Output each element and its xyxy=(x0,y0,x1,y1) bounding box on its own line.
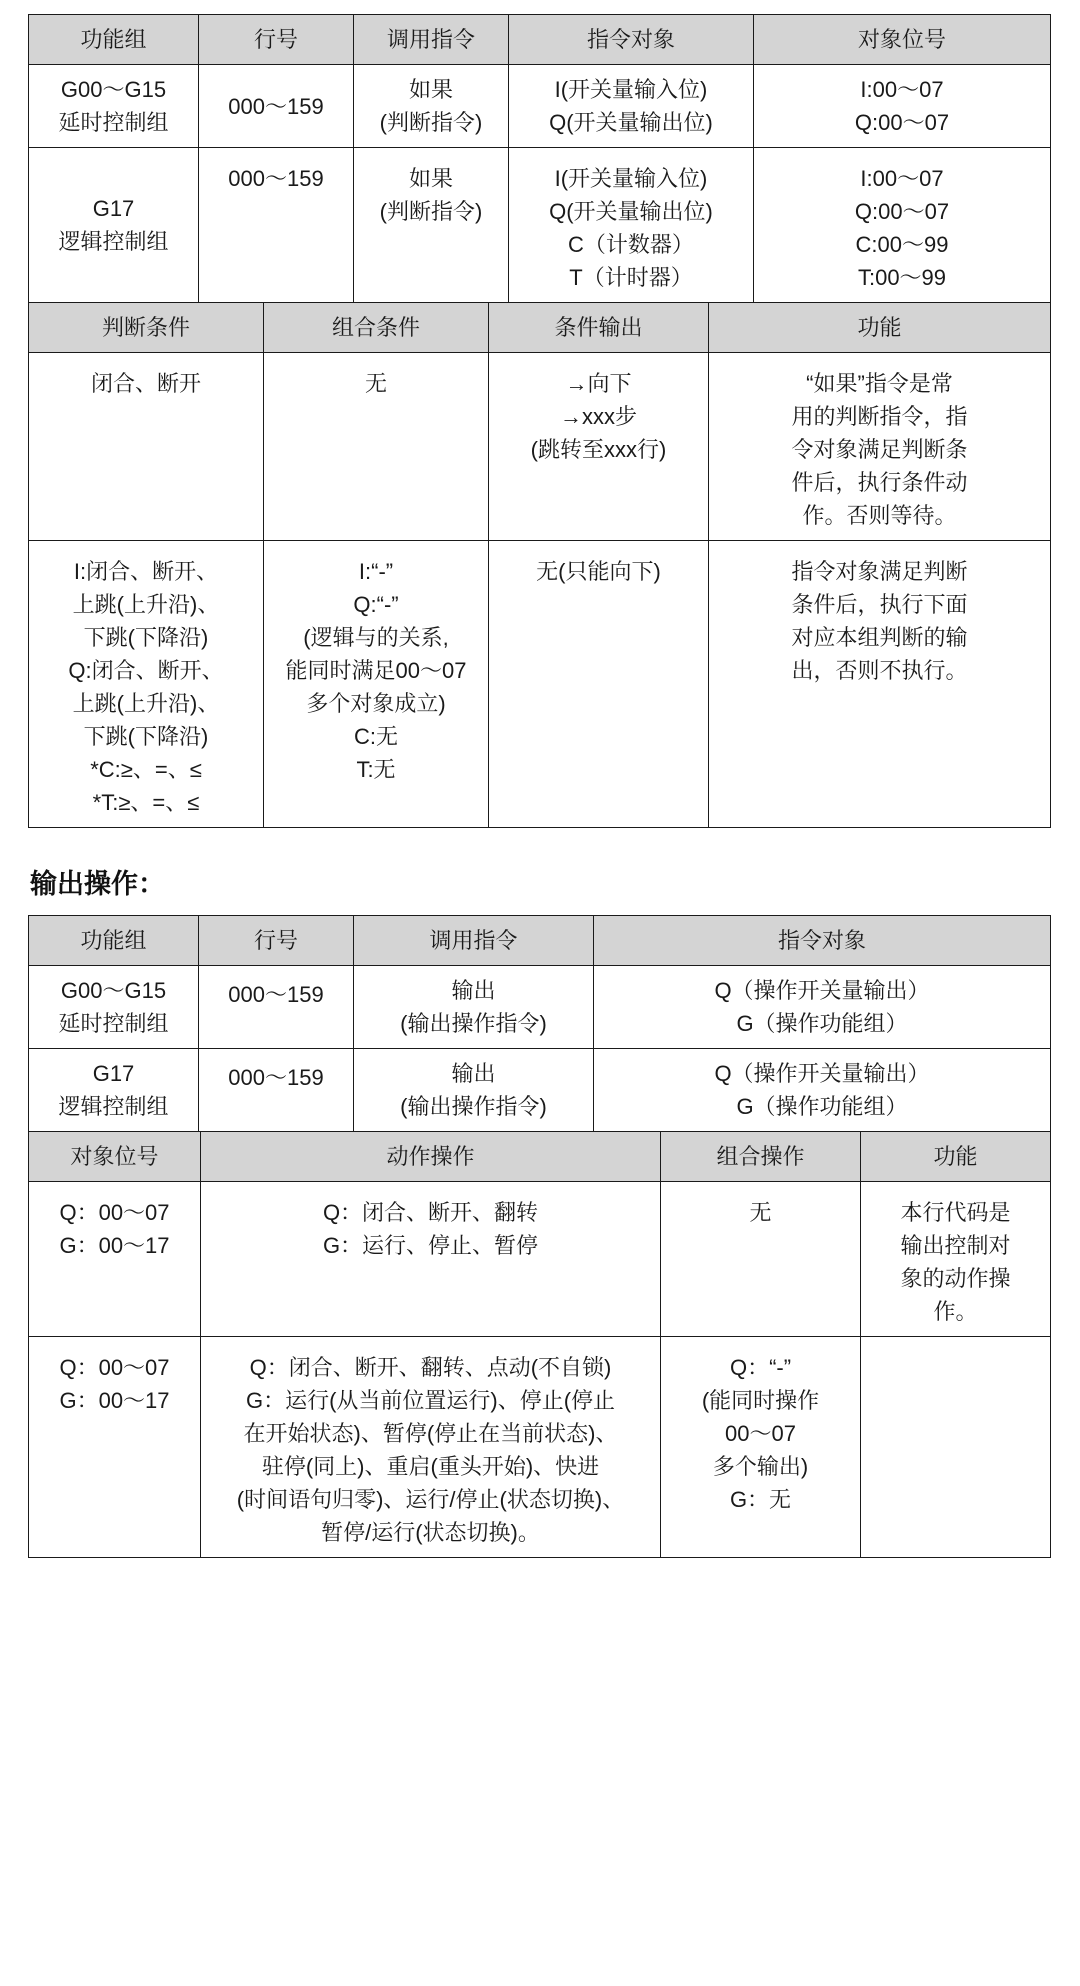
text-line: Q：闭合、断开、翻转、点动(不自锁) xyxy=(249,1355,612,1380)
text-line: Q:闭合、断开、 xyxy=(68,658,224,683)
text-line: C（计数器） xyxy=(568,232,694,257)
text-line: 令对象满足判断条 xyxy=(791,437,968,462)
cell-function xyxy=(709,353,1051,541)
column-header-combination: 组合操作 xyxy=(661,1132,861,1182)
column-header-instruction: 调用指令 xyxy=(354,916,594,966)
text-line: 延时控制组 xyxy=(58,1011,169,1036)
text-line: *C:≥、=、≤ xyxy=(90,757,202,782)
text-line: 能同时满足00～07 xyxy=(285,658,467,683)
cell-object xyxy=(594,1049,1051,1132)
text-line: (跳转至xxx行) xyxy=(530,437,667,462)
column-header-line: 行号 xyxy=(199,15,354,65)
text-line: (时间语句归零)、运行/停止(状态切换)、 xyxy=(236,1487,625,1512)
output-action-table xyxy=(28,1131,1051,1558)
text-line: 输出控制对 xyxy=(900,1233,1011,1258)
text-line: 延时控制组 xyxy=(58,110,169,135)
text-line: C:00～99 xyxy=(855,232,949,257)
text-line: I:00～07 xyxy=(860,77,944,102)
cell-action xyxy=(201,1337,661,1558)
cell-instruction xyxy=(354,966,594,1049)
cell-object xyxy=(509,148,754,303)
text-line: G17 xyxy=(92,196,135,221)
column-header-bit: 对象位号 xyxy=(29,1132,201,1182)
column-header-bit: 对象位号 xyxy=(754,15,1051,65)
text-line: 在开始状态)、暂停(停止在当前状态)、 xyxy=(243,1421,618,1446)
table-header-row xyxy=(29,1132,1051,1182)
text-line: G（操作功能组） xyxy=(736,1094,908,1119)
text-line: 闭合、断开 xyxy=(90,371,201,396)
text-line: 对应本组判断的输 xyxy=(791,625,968,650)
cell-function xyxy=(709,541,1051,828)
cell-bit xyxy=(754,148,1051,303)
text-line: (判断指令) xyxy=(379,110,483,135)
column-header-line: 行号 xyxy=(199,916,354,966)
cell-group xyxy=(29,1049,199,1132)
text-line: Q:“-” xyxy=(353,592,399,617)
cell-function xyxy=(861,1182,1051,1337)
text-line: 多个输出) xyxy=(712,1454,809,1479)
text-line: (输出操作指令) xyxy=(400,1011,547,1036)
text-line: 件后，执行条件动 xyxy=(791,470,968,495)
text-line: 多个对象成立) xyxy=(306,691,446,716)
text-line: C:无 xyxy=(353,724,398,749)
text-line: 下跳(下降沿) xyxy=(83,625,209,650)
cell-bit xyxy=(29,1337,201,1558)
text-line: G：00～17 xyxy=(59,1388,170,1413)
text-line: G00～G15 xyxy=(60,978,167,1003)
column-header-action: 动作操作 xyxy=(201,1132,661,1182)
text-line: 00～07 xyxy=(725,1421,796,1446)
table-header-row xyxy=(29,303,1051,353)
column-header-function: 功能 xyxy=(709,303,1051,353)
text-line: 本行代码是 xyxy=(900,1200,1011,1225)
text-line: 无(只能向下) xyxy=(536,559,661,584)
cell-bit xyxy=(754,65,1051,148)
text-line: Q(开关量输出位) xyxy=(549,199,713,224)
output-instruction-table xyxy=(28,915,1051,1132)
cell-combination xyxy=(264,541,489,828)
text-line: 000～159 xyxy=(228,166,324,191)
cell-action xyxy=(201,1182,661,1337)
cell-combination xyxy=(661,1337,861,1558)
table-row xyxy=(29,966,1051,1049)
text-line: 出，否则不执行。 xyxy=(791,658,968,683)
text-line: 逻辑控制组 xyxy=(58,1094,169,1119)
column-header-combination: 组合条件 xyxy=(264,303,489,353)
text-line: 上跳(上升沿)、 xyxy=(72,592,220,617)
text-line: G17 xyxy=(92,1061,135,1086)
table-row xyxy=(29,1049,1051,1132)
cell-object xyxy=(509,65,754,148)
text-line: Q：闭合、断开、翻转 xyxy=(322,1200,539,1225)
table-row xyxy=(29,353,1051,541)
text-line: →向下 xyxy=(565,371,632,396)
text-line: I:00～07 xyxy=(860,166,944,191)
column-header-group: 功能组 xyxy=(29,15,199,65)
column-header-output: 条件输出 xyxy=(489,303,709,353)
column-header-object: 指令对象 xyxy=(594,916,1051,966)
text-line: G00～G15 xyxy=(60,77,167,102)
table-row xyxy=(29,148,1051,303)
text-line: 作。否则等待。 xyxy=(802,503,957,528)
table-row xyxy=(29,1182,1051,1337)
text-line: 无 xyxy=(749,1200,772,1225)
cell-group xyxy=(29,65,199,148)
text-line: (判断指令) xyxy=(379,199,483,224)
cell-instruction xyxy=(354,148,509,303)
text-line: 000～159 xyxy=(228,93,324,119)
text-line: Q:00～07 xyxy=(854,199,950,224)
cell-condition xyxy=(29,353,264,541)
text-line: T:无 xyxy=(356,757,396,782)
text-line: G：运行、停止、暂停 xyxy=(322,1233,539,1258)
table-row xyxy=(29,1337,1051,1558)
text-line: T（计时器） xyxy=(569,265,693,290)
text-line: 000～159 xyxy=(228,982,324,1007)
text-line: 指令对象满足判断 xyxy=(791,559,968,584)
text-line: 暂停/运行(状态切换)。 xyxy=(321,1520,540,1545)
text-line: G（操作功能组） xyxy=(736,1011,908,1036)
text-line: 如果 xyxy=(408,166,453,191)
text-line: G：00～17 xyxy=(59,1233,170,1258)
column-header-condition: 判断条件 xyxy=(29,303,264,353)
table-row xyxy=(29,541,1051,828)
condition-output-table xyxy=(28,302,1051,828)
text-line: “如果”指令是常 xyxy=(806,371,953,396)
table-header-row xyxy=(29,15,1051,65)
text-line: (输出操作指令) xyxy=(400,1094,547,1119)
text-line: Q(开关量输出位) xyxy=(549,110,713,135)
column-header-object: 指令对象 xyxy=(509,15,754,65)
text-line: 输出 xyxy=(451,1061,496,1086)
cell-bit xyxy=(29,1182,201,1337)
text-line: (能同时操作 xyxy=(701,1388,820,1413)
cell-combination xyxy=(661,1182,861,1337)
text-line: 条件后，执行下面 xyxy=(791,592,968,617)
column-header-group: 功能组 xyxy=(29,916,199,966)
cell-object xyxy=(594,966,1051,1049)
cell-output xyxy=(489,353,709,541)
cell-combination xyxy=(264,353,489,541)
text-line: 象的动作操 xyxy=(900,1266,1011,1291)
text-line: I:闭合、断开、 xyxy=(73,559,219,584)
text-line: Q：00～07 xyxy=(59,1355,170,1380)
text-line: Q：“-” xyxy=(729,1355,792,1380)
text-line: 作。 xyxy=(933,1299,978,1324)
text-line: 下跳(下降沿) xyxy=(83,724,209,749)
text-line: T:00～99 xyxy=(857,265,947,290)
cell-group xyxy=(29,966,199,1049)
cell-output xyxy=(489,541,709,828)
cell-instruction xyxy=(354,1049,594,1132)
cell-line-number xyxy=(199,966,354,1049)
text-line: (逻辑与的关系, xyxy=(303,625,449,650)
cell-condition xyxy=(29,541,264,828)
table-row xyxy=(29,65,1051,148)
condition-instruction-table xyxy=(28,14,1051,303)
column-header-instruction: 调用指令 xyxy=(354,15,509,65)
section-title-output-operation: 输出操作： xyxy=(30,869,165,899)
text-line: I:“-” xyxy=(358,559,394,584)
text-line: Q（操作开关量输出） xyxy=(714,1061,930,1086)
text-line: G：无 xyxy=(729,1487,792,1512)
text-line: 无 xyxy=(364,371,387,396)
table-header-row xyxy=(29,916,1051,966)
text-line: 如果 xyxy=(408,77,453,102)
cell-line-number xyxy=(199,1049,354,1132)
text-line: Q:00～07 xyxy=(854,110,950,135)
cell-line-number xyxy=(199,148,354,303)
text-line: 输出 xyxy=(451,978,496,1003)
text-line: I(开关量输入位) xyxy=(554,77,708,102)
text-line: G：运行(从当前位置运行)、停止(停止 xyxy=(245,1388,616,1413)
text-line: 逻辑控制组 xyxy=(58,229,169,254)
column-header-function: 功能 xyxy=(861,1132,1051,1182)
text-line: 000～159 xyxy=(228,1065,324,1090)
text-line: 上跳(上升沿)、 xyxy=(72,691,220,716)
cell-line-number xyxy=(199,65,354,148)
text-line: I(开关量输入位) xyxy=(554,166,708,191)
text-line: *T:≥、=、≤ xyxy=(92,790,200,815)
cell-instruction xyxy=(354,65,509,148)
text-line: →xxx步 xyxy=(559,404,637,429)
text-line: Q：00～07 xyxy=(59,1200,170,1225)
text-line: 驻停(同上)、重启(重头开始)、快进 xyxy=(261,1454,600,1479)
text-line: Q（操作开关量输出） xyxy=(714,978,930,1003)
cell-function xyxy=(861,1337,1051,1558)
text-line: 用的判断指令，指 xyxy=(791,404,968,429)
cell-group xyxy=(29,148,199,303)
